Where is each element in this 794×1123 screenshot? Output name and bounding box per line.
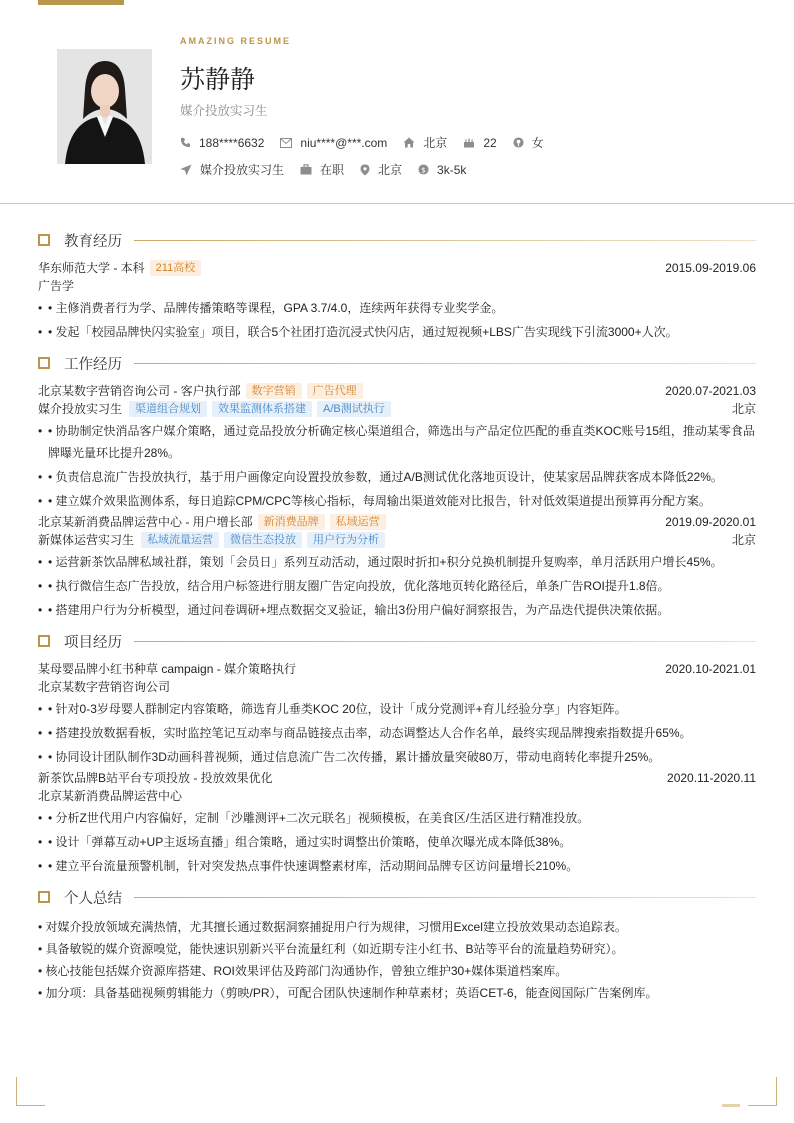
job-date: 2019.09-2020.01 (665, 515, 756, 529)
city-info (403, 134, 447, 151)
footer-corner-left (16, 1077, 45, 1106)
square-icon (38, 234, 50, 246)
job-date: 2020.07-2021.03 (665, 384, 756, 398)
major: 广告学 (38, 279, 75, 293)
list-item: • 核心技能包括媒介资源库搭建、ROI效果评估及跨部门沟通协作，曾独立维护30+媒体渠道档案库。 (38, 964, 568, 978)
project-org-row (38, 787, 756, 805)
major-row (38, 277, 756, 295)
square-icon (38, 357, 50, 369)
target-city-info (360, 161, 402, 178)
skill-tag: 私域流量运营 (141, 532, 219, 548)
location-pin-icon (360, 164, 370, 176)
section-heading (38, 885, 756, 909)
industry-tag: 广告代理 (307, 383, 363, 399)
skill-tag: 渠道组合规划 (129, 401, 207, 417)
education-section (38, 228, 756, 343)
industry-tag: 数字营销 (246, 383, 302, 399)
skill-tag: 用户行为分析 (307, 532, 385, 548)
list-item: • • 协助制定快消品客户媒介策略，通过竞品投放分析确定核心渠道组合，筛选出与产品定位匹配的垂直类KOC账号15组，推动某零食品牌曝光量环比提升28%。 (38, 424, 755, 460)
skill-tag: 效果监测体系搭建 (212, 401, 312, 417)
section-heading (38, 351, 756, 375)
skill-tag: A/B测试执行 (317, 401, 391, 417)
company-name: 北京某数字营销咨询公司 - 客户执行部 (38, 384, 241, 398)
list-item: • • 协同设计团队制作3D动画科普视频，通过信息流广告二次传播，累计播放量突破80万，带动电商转化率提升25%。 (38, 750, 661, 764)
job-bullets (38, 420, 756, 512)
city-text: 北京 (423, 136, 448, 150)
list-item: • • 设计「弹幕互动+UP主返场直播」组合策略，通过实时调整出价策略，使单次曝光成本降低38%。 (38, 835, 572, 849)
target-city-text: 北京 (378, 163, 403, 177)
candidate-name: 苏静静 (180, 66, 256, 94)
list-item: • 加分项：具备基础视频剪辑能力（剪映/PR），可配合团队快速制作种草素材；英语CET-6，能查阅国际广告案例库。 (38, 986, 658, 1000)
list-item: • • 发起「校园品牌快闪实验室」项目，联合5个社团打造沉浸式快闪店，通过短视频+LBS广告实现线下引流3000+人次。 (38, 325, 678, 339)
section-heading (38, 228, 756, 252)
role-row (38, 400, 756, 418)
list-item: • • 搭建用户行为分析模型，通过问卷调研+埋点数据交叉验证，输出3份用户偏好洞察报告，为产品迭代提供决策依据。 (38, 603, 670, 617)
list-item: • • 主修消费者行为学、品牌传播策略等课程，GPA 3.7/4.0，连续两年获得专业奖学金。 (38, 301, 504, 315)
projects-section (38, 629, 756, 877)
resume-body (38, 228, 756, 1012)
phone-text: 188****6632 (199, 135, 265, 150)
send-icon (180, 164, 192, 176)
section-title: 个人总结 (64, 890, 122, 907)
list-item: • • 运营新茶饮品牌私域社群，策划「会员日」系列互动活动，通过限时折扣+积分兑换机制提升复购率，单月活跃用户增长45%。 (38, 555, 723, 569)
candidate-title: 媒介投放实习生 (180, 104, 268, 118)
money-icon (418, 164, 429, 175)
skill-tag: 微信生态投放 (224, 532, 302, 548)
section-rule (134, 641, 756, 642)
summary-bullets (38, 916, 756, 1004)
project-bullets (38, 698, 756, 768)
list-item: • • 建立媒介效果监测体系，每日追踪CPM/CPC等核心指标，每周输出渠道效能对比报告，针对低效渠道提出预算再分配方案。 (38, 494, 711, 508)
square-icon (38, 635, 50, 647)
list-item: • 对媒介投放领域充满热情，尤其擅长通过数据洞察捕捉用户行为规律，习惯用Excel建立投放效果动态追踪表。 (38, 920, 627, 934)
intent-row (180, 161, 482, 178)
industry-tag: 私域运营 (330, 514, 386, 530)
job-bullets (38, 551, 756, 621)
section-title: 项目经历 (64, 634, 122, 651)
square-icon (38, 891, 50, 903)
project-name: 新茶饮品牌B站平台专项投放 - 投放效果优化 (38, 771, 273, 785)
school-tag: 211高校 (150, 260, 202, 276)
position-info (180, 161, 284, 178)
position-text: 媒介投放实习生 (200, 163, 285, 177)
header-divider (0, 203, 794, 204)
footer-dash (722, 1104, 740, 1107)
education-bullets (38, 297, 756, 343)
list-item: • • 分析Z世代用户内容偏好，定制「沙雕测评+二次元联名」视频模板，在美食区/生活区进行精准投放。 (38, 811, 590, 825)
contact-row (180, 134, 560, 151)
gender-icon (513, 137, 524, 148)
phone-info (180, 136, 264, 150)
age-info (463, 136, 496, 150)
project-row (38, 769, 756, 787)
summary-section (38, 885, 756, 1004)
job-role: 新媒体运营实习生 (38, 533, 135, 547)
cake-icon (463, 137, 475, 148)
footer-corner-right (748, 1077, 777, 1106)
email-info (280, 136, 387, 150)
school-row (38, 259, 756, 277)
list-item: • 具备敏锐的媒介资源嗅觉，能快速识别新兴平台流量红利（如近期专注小红书、B站等平台的流量趋势研究）。 (38, 942, 624, 956)
svg-text:$: $ (421, 165, 426, 175)
role-row (38, 531, 756, 549)
project-bullets (38, 807, 756, 877)
section-heading (38, 629, 756, 653)
mail-icon (280, 138, 292, 148)
salary-info (418, 163, 466, 177)
job-entry (38, 382, 756, 512)
status-info (300, 161, 344, 178)
industry-tag: 新消费品牌 (258, 514, 325, 530)
salary-text: 3k-5k (437, 162, 467, 177)
phone-icon (180, 137, 191, 148)
home-icon (403, 137, 415, 148)
gender-info (513, 134, 544, 151)
list-item: • • 建立平台流量预警机制，针对突发热点事件快速调整素材库，活动期间品牌专区访问量增长210%。 (38, 859, 579, 873)
company-row (38, 513, 756, 531)
gender-text: 女 (531, 136, 544, 150)
company-row (38, 382, 756, 400)
project-org: 北京某数字营销咨询公司 (38, 680, 171, 694)
top-accent-bar (38, 0, 124, 5)
project-entry (38, 769, 756, 877)
age-text: 22 (483, 135, 497, 150)
status-text: 在职 (320, 163, 345, 177)
school-name: 华东师范大学 - 本科 (38, 261, 145, 275)
section-title: 工作经历 (64, 356, 122, 373)
work-section (38, 351, 756, 621)
briefcase-icon (300, 164, 312, 175)
project-org: 北京某新消费品牌运营中心 (38, 789, 183, 803)
email-text: niu****@***.com (300, 135, 388, 150)
project-entry (38, 660, 756, 768)
job-entry (38, 513, 756, 621)
project-name: 某母婴品牌小红书种草 campaign - 媒介策略执行 (38, 662, 297, 676)
list-item: • • 针对0-3岁母婴人群制定内容策略，筛选育儿垂类KOC 20位，设计「成分党测评+育儿经验分享」内容矩阵。 (38, 702, 627, 716)
project-org-row (38, 678, 756, 696)
project-date: 2020.10-2021.01 (665, 662, 756, 676)
project-row (38, 660, 756, 678)
job-role: 媒介投放实习生 (38, 402, 123, 416)
company-name: 北京某新消费品牌运营中心 - 用户增长部 (38, 515, 253, 529)
list-item: • • 执行微信生态广告投放，结合用户标签进行朋友圈广告定向投放，优化落地页转化路径后，单条广告ROI提升1.8倍。 (38, 579, 670, 593)
profile-photo (57, 49, 152, 164)
section-rule (134, 897, 756, 898)
job-city: 北京 (731, 402, 756, 416)
project-date: 2020.11-2020.11 (667, 771, 756, 785)
resume-tagline: AMAZING RESUME (180, 36, 291, 46)
list-item: • • 负责信息流广告投放执行，基于用户画像定向设置投放参数，通过A/B测试优化落地页设计，使某家居品牌获客成本降低22%。 (38, 470, 723, 484)
education-date: 2015.09-2019.06 (665, 261, 756, 275)
job-city: 北京 (731, 533, 756, 547)
section-rule (134, 240, 756, 241)
section-title: 教育经历 (64, 233, 122, 250)
list-item: • • 搭建投放数据看板，实时监控笔记互动率与商品链接点击率，动态调整达人合作名单，最终实现品牌搜索指数提升65%。 (38, 726, 692, 740)
section-rule (134, 363, 756, 364)
